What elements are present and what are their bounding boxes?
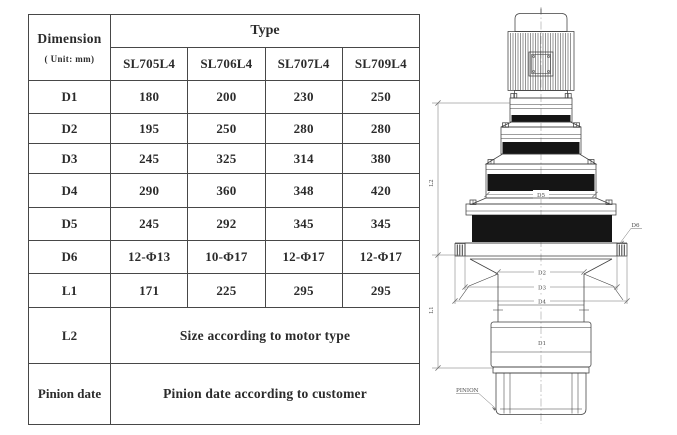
motor-fins: [511, 33, 571, 90]
row-label-d5: D5: [29, 208, 111, 241]
dimension-table: [28, 14, 420, 425]
table-row: [29, 144, 420, 174]
header-row-type: [29, 15, 420, 48]
table-cell: 171: [111, 274, 188, 308]
table-cell: 290: [111, 174, 188, 208]
table-row: [29, 308, 420, 364]
table-cell: 280: [342, 114, 419, 144]
d2-label: D2: [537, 270, 547, 277]
table-cell: 360: [188, 174, 265, 208]
table-cell: 230: [265, 81, 342, 114]
dimension-d6: [620, 223, 642, 244]
table-row: [29, 81, 420, 114]
corner-cell: [29, 15, 111, 81]
d6-label: D6: [631, 223, 640, 229]
column-header-sl707l4: SL707L4: [265, 48, 342, 81]
table-row: [29, 114, 420, 144]
row-label-l2: L2: [29, 308, 111, 364]
d1-label: D1: [537, 341, 547, 347]
table-cell: 314: [265, 144, 342, 174]
span-cell: Size according to motor type: [111, 308, 420, 364]
type-header: Type: [111, 15, 420, 48]
table-row: [29, 274, 420, 308]
stage2-seal-band: [503, 142, 580, 154]
pinion-label: PINION: [456, 388, 479, 394]
table-cell: 195: [111, 114, 188, 144]
stage1-seal-band: [512, 115, 571, 122]
pinion-gear: [496, 373, 586, 415]
table-row: [29, 174, 420, 208]
table-cell: 345: [342, 208, 419, 241]
table-cell: 420: [342, 174, 419, 208]
table-cell: 292: [188, 208, 265, 241]
d5-label: D5: [536, 193, 546, 199]
table-cell: 295: [265, 274, 342, 308]
table-cell: 250: [188, 114, 265, 144]
table-cell: 200: [188, 81, 265, 114]
table-cell: 348: [265, 174, 342, 208]
table-cell: 345: [265, 208, 342, 241]
row-label-d1: D1: [29, 81, 111, 114]
column-header-sl705l4: SL705L4: [111, 48, 188, 81]
d3-label: D3: [537, 285, 547, 292]
span-cell: Pinion date according to customer: [111, 364, 420, 425]
table-cell: 180: [111, 81, 188, 114]
dimension-l1: [429, 255, 494, 371]
corner-title: Dimension: [37, 31, 102, 46]
table-cell: 10-Φ17: [188, 241, 265, 274]
column-header-sl709l4: SL709L4: [342, 48, 419, 81]
table-cell: 245: [111, 208, 188, 241]
table-row: [29, 241, 420, 274]
column-header-sl706l4: SL706L4: [188, 48, 265, 81]
dimension-d1: [534, 338, 550, 347]
table-cell: 12-Φ17: [265, 241, 342, 274]
gearbox-technical-drawing: [420, 0, 677, 435]
l1-label: L1: [429, 306, 435, 314]
row-label-pinion-date: Pinion date: [29, 364, 111, 425]
row-label-d3: D3: [29, 144, 111, 174]
table-row: [29, 364, 420, 425]
table-cell: 295: [342, 274, 419, 308]
table-cell: 245: [111, 144, 188, 174]
table-cell: 380: [342, 144, 419, 174]
row-label-d4: D4: [29, 174, 111, 208]
row-label-l1: L1: [29, 274, 111, 308]
table-cell: 225: [188, 274, 265, 308]
corner-subtitle: ( Unit: mm): [44, 54, 95, 64]
table-cell: 12-Φ17: [342, 241, 419, 274]
output-shaft: [456, 274, 591, 415]
d4-label: D4: [537, 299, 547, 306]
l2-label: L2: [429, 179, 435, 187]
table-cell: 280: [265, 114, 342, 144]
pinion-callout: [456, 388, 496, 411]
row-label-d2: D2: [29, 114, 111, 144]
dimension-table-container: [28, 14, 420, 425]
stage3-seal-band: [488, 174, 595, 191]
table-row: [29, 208, 420, 241]
table-cell: 250: [342, 81, 419, 114]
table-cell: 12-Φ13: [111, 241, 188, 274]
stage4-seal-band: [472, 215, 612, 242]
row-label-d6: D6: [29, 241, 111, 274]
dimension-d2: [495, 268, 586, 277]
table-cell: 325: [188, 144, 265, 174]
